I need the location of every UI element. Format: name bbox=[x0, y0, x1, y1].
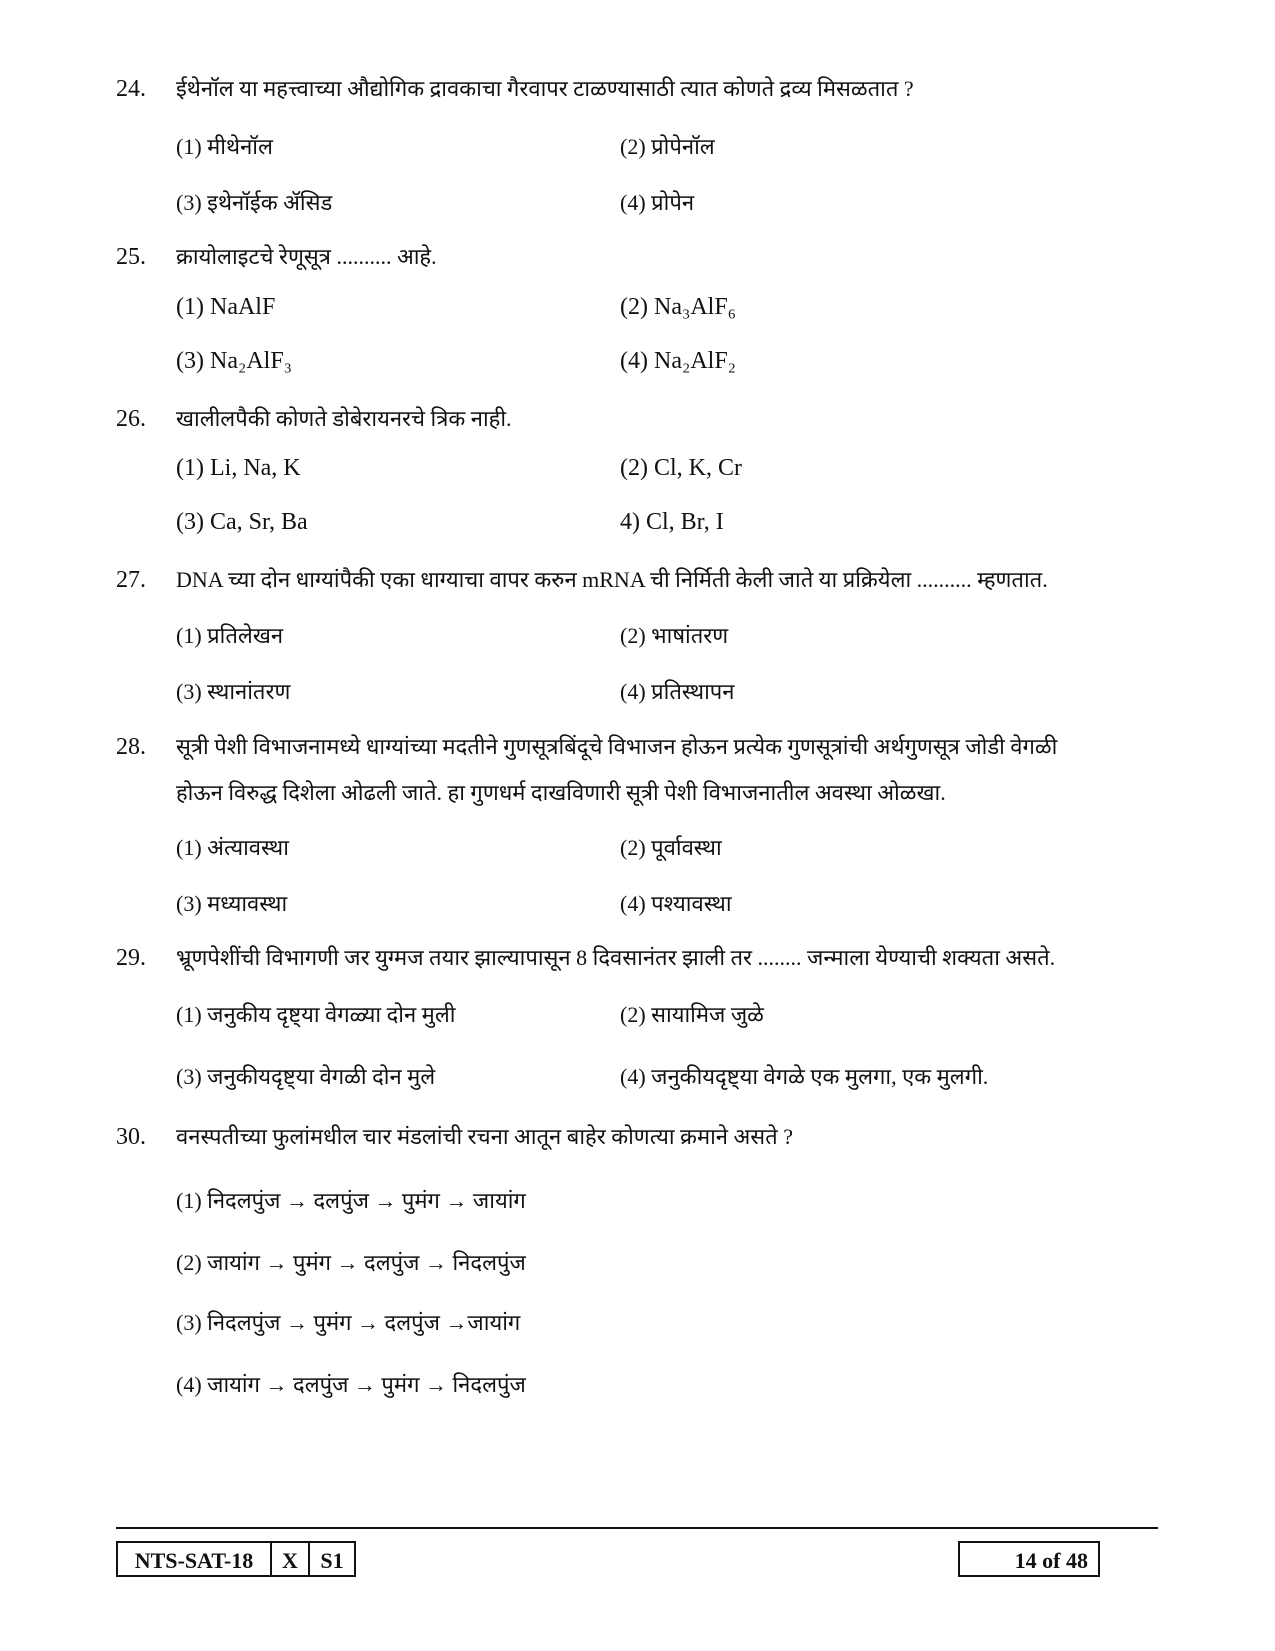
question-number: 25. bbox=[116, 244, 146, 270]
page-number: 14 of 48 bbox=[958, 1541, 1100, 1577]
paper-code: NTS-SAT-18 bbox=[116, 1541, 272, 1577]
option-2: (2) पूर्वावस्था bbox=[620, 835, 722, 860]
option-2: (2) प्रोपेनॉल bbox=[620, 134, 715, 159]
option-1: (1) मीथेनॉल bbox=[176, 134, 273, 159]
option-3: (3) इथेनॉईक ॲसिड bbox=[176, 190, 333, 215]
question-text: भ्रूणपेशींची विभागणी जर युग्मज तयार झाल्यापासून 8 दिवसानंतर झाली तर ........ जन्माला येण्याची शक्यता असते. bbox=[176, 945, 1056, 970]
option-1: (1) प्रतिलेखन bbox=[176, 623, 284, 648]
question-number: 26. bbox=[116, 406, 146, 432]
option-3: (3) निदलपुंज → पुमंग → दलपुंज →जायांग bbox=[176, 1310, 521, 1335]
question-text: ईथेनॉल या महत्त्वाच्या औद्योगिक द्रावकाचा गैरवापर टाळण्यासाठी त्यात कोणते द्रव्य मिसळतात ? bbox=[176, 76, 914, 101]
question-28 bbox=[116, 724, 1156, 816]
question-number: 29. bbox=[116, 945, 146, 971]
option-2: (2) जायांग → पुमंग → दलपुंज → निदलपुंज bbox=[176, 1250, 526, 1275]
option-2: (2) भाषांतरण bbox=[620, 623, 729, 648]
question-text-line-2: होऊन विरुद्ध दिशेला ओढली जाते. हा गुणधर्म दाखविणारी सूत्री पेशी विभाजनातील अवस्था ओळखा. bbox=[176, 780, 946, 805]
question-number: 27. bbox=[116, 567, 146, 593]
option-4: (4) जनुकीयदृष्ट्या वेगळे एक मुलगा, एक मुलगी. bbox=[620, 1064, 989, 1089]
option-3: (3) मध्यावस्था bbox=[176, 891, 288, 916]
question-number: 24. bbox=[116, 76, 146, 102]
question-text: वनस्पतीच्या फुलांमधील चार मंडलांची रचना आतून बाहेर कोणत्या क्रमाने असते ? bbox=[176, 1124, 793, 1149]
option-2: (2) Cl, K, Cr bbox=[620, 455, 742, 481]
question-text: खालीलपैकी कोणते डोबेरायनरचे त्रिक नाही. bbox=[176, 406, 512, 431]
option-3: (3) Na₂AlF₃ bbox=[176, 348, 293, 374]
question-number: 30. bbox=[116, 1124, 146, 1150]
option-4: (4) प्रोपेन bbox=[620, 190, 695, 215]
option-2: (2) Na₃AlF₆ bbox=[620, 294, 737, 320]
option-4: (4) जायांग → दलपुंज → पुमंग → निदलपुंज bbox=[176, 1372, 526, 1397]
option-1: (1) निदलपुंज → दलपुंज → पुमंग → जायांग bbox=[176, 1188, 526, 1213]
option-1: (1) NaAlF bbox=[176, 294, 276, 320]
question-text: क्रायोलाइटचे रेणूसूत्र .......... आहे. bbox=[176, 244, 437, 269]
option-3: (3) स्थानांतरण bbox=[176, 679, 291, 704]
option-1: (1) जनुकीय दृष्ट्या वेगळ्या दोन मुली bbox=[176, 1002, 456, 1027]
option-4: (4) Na₂AlF₂ bbox=[620, 348, 737, 374]
option-3: (3) Ca, Sr, Ba bbox=[176, 509, 308, 535]
option-1: (1) Li, Na, K bbox=[176, 455, 301, 481]
question-number: 28. bbox=[116, 734, 146, 760]
option-1: (1) अंत्यावस्था bbox=[176, 835, 289, 860]
question-text: DNA च्या दोन धाग्यांपैकी एका धाग्याचा वापर करुन mRNA ची निर्मिती केली जाते या प्रक्रियेला .......... म्हणतात. bbox=[176, 567, 1048, 592]
option-4: (4) पश्यावस्था bbox=[620, 891, 732, 916]
option-4: 4) Cl, Br, I bbox=[620, 509, 724, 535]
class-label: X bbox=[270, 1541, 310, 1577]
option-4: (4) प्रतिस्थापन bbox=[620, 679, 735, 704]
option-2: (2) सायामिज जुळे bbox=[620, 1002, 764, 1027]
option-3: (3) जनुकीयदृष्ट्या वेगळी दोन मुले bbox=[176, 1064, 436, 1089]
set-label: S1 bbox=[308, 1541, 356, 1577]
question-text-line-1: सूत्री पेशी विभाजनामध्ये धाग्यांच्या मदतीने गुणसूत्रबिंदूचे विभाजन होऊन प्रत्येक गुणसूत्रांची अर्थगुणसूत्र जोडी वेगळी bbox=[176, 734, 1058, 759]
footer-divider bbox=[116, 1527, 1158, 1529]
